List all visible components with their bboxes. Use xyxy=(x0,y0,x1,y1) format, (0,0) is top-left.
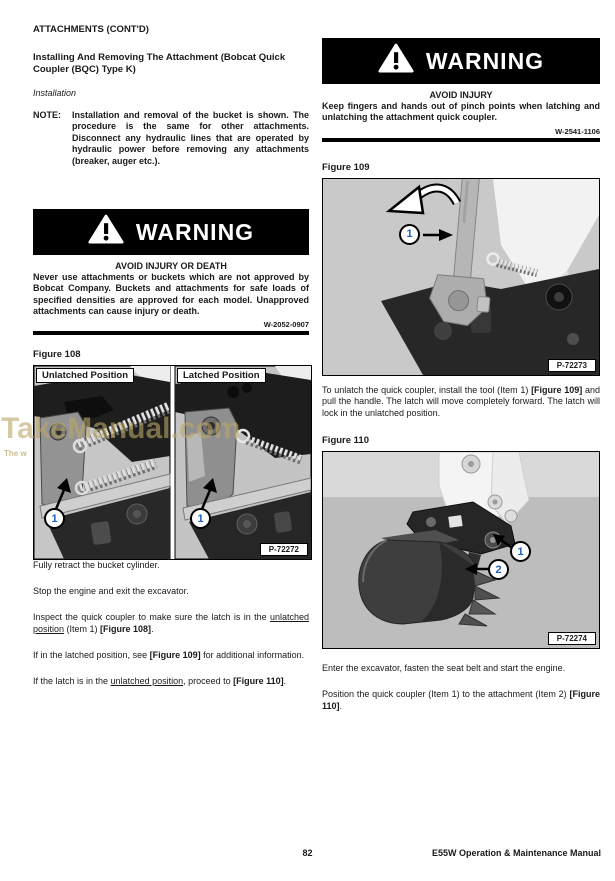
photo-id-badge: P-72274 xyxy=(548,632,596,645)
warning-title: WARNING xyxy=(135,218,255,245)
watermark: TakeManual.com xyxy=(1,412,241,445)
callout-1-badge: 1 xyxy=(44,508,65,529)
watermark-subline: The w xyxy=(4,449,27,458)
footer-manual-title: E55W Operation & Maintenance Manual xyxy=(431,848,601,858)
subsection-title: Installation xyxy=(33,88,77,98)
warning-header-band xyxy=(322,38,600,84)
warning-box-avoid-injury-or-death xyxy=(33,209,309,335)
note-text: Installation and removal of the bucket is shown. The procedure is the same for other attachments. Disconnect any hydraulic lines that are operated by hydraulic power before removing any attachments (breaker, auger etc.). xyxy=(72,110,309,166)
callout-arrow-icon xyxy=(50,478,74,510)
figure-108-illustration xyxy=(34,366,311,559)
figure-109-label: Figure 109 xyxy=(322,161,370,173)
paragraph: Stop the engine and exit the excavator. xyxy=(33,586,189,597)
footer-page-number: 82 xyxy=(302,848,313,858)
right-column xyxy=(322,38,600,727)
warning-code: W-2052-0907 xyxy=(263,320,309,330)
paragraph: If in the latched position, see [Figure 109] for additional information. xyxy=(33,649,305,660)
warning-code: W-2541-1106 xyxy=(555,126,600,136)
left-column xyxy=(33,24,309,702)
warning-subtitle: AVOID INJURY OR DEATH xyxy=(115,261,227,272)
paragraph: Fully retract the bucket cylinder. xyxy=(33,560,160,571)
paragraph: Inspect the quick coupler to make sure the latch is in the unlatched position (Item 1) [Figure 108]. xyxy=(33,612,309,634)
figure-108-photo xyxy=(33,365,312,560)
note-block xyxy=(33,110,309,167)
callout-1-badge: 1 xyxy=(190,508,211,529)
warning-subtitle: AVOID INJURY xyxy=(429,90,493,100)
callout-2-badge: 2 xyxy=(488,559,509,580)
figure-109-illustration xyxy=(323,179,599,375)
warning-bottom-bar xyxy=(322,138,600,142)
callout-arrow-icon xyxy=(421,228,453,242)
figure-108-label: Figure 108 xyxy=(33,349,81,361)
callout-arrow-icon xyxy=(196,478,220,510)
photo-id-badge: P-72273 xyxy=(548,359,596,372)
warning-body: Keep fingers and hands out of pinch points when latching and unlatching the attachment quick coupler. xyxy=(322,101,600,123)
warning-title: WARNING xyxy=(425,47,545,74)
figure-109-photo xyxy=(322,178,600,376)
warning-bottom-bar xyxy=(33,331,309,335)
warning-triangle-icon xyxy=(88,214,124,250)
warning-triangle-icon xyxy=(378,43,414,79)
photo-id-badge: P-72272 xyxy=(260,543,308,556)
callout-1-badge: 1 xyxy=(510,541,531,562)
warning-box-avoid-injury xyxy=(322,38,600,142)
paragraph: If the latch is in the unlatched position, proceed to [Figure 110]. xyxy=(33,675,287,686)
paragraph: Position the quick coupler (Item 1) to the attachment (Item 2) [Figure 110]. xyxy=(322,689,600,711)
warning-body: Never use attachments or buckets which are not approved by Bobcat Company. Buckets and attachments for safe loads of specified densities are approved for each model. Unapproved attachments can cause injury or death. xyxy=(33,272,309,316)
panel-label-unlatched: Unlatched Position xyxy=(36,368,134,383)
note-label: NOTE: xyxy=(33,110,61,120)
figure-110-label: Figure 110 xyxy=(322,435,369,447)
warning-header-band xyxy=(33,209,309,255)
figure-110-photo xyxy=(322,451,600,649)
figure-110-illustration xyxy=(323,452,599,648)
callout-1-badge: 1 xyxy=(399,224,420,245)
paragraph: To unlatch the quick coupler, install the tool (Item 1) [Figure 109] and pull the handle. The latch will move completely forward. The latch will lock in the unlatched position. xyxy=(322,384,600,418)
section-title: Installing And Removing The Attachment (Bobcat Quick Coupler (BQC) Type K) xyxy=(33,52,286,75)
page-title: ATTACHMENTS (CONT'D) xyxy=(33,24,149,35)
panel-label-latched: Latched Position xyxy=(177,368,266,383)
paragraph: Enter the excavator, fasten the seat belt and start the engine. xyxy=(322,663,566,674)
